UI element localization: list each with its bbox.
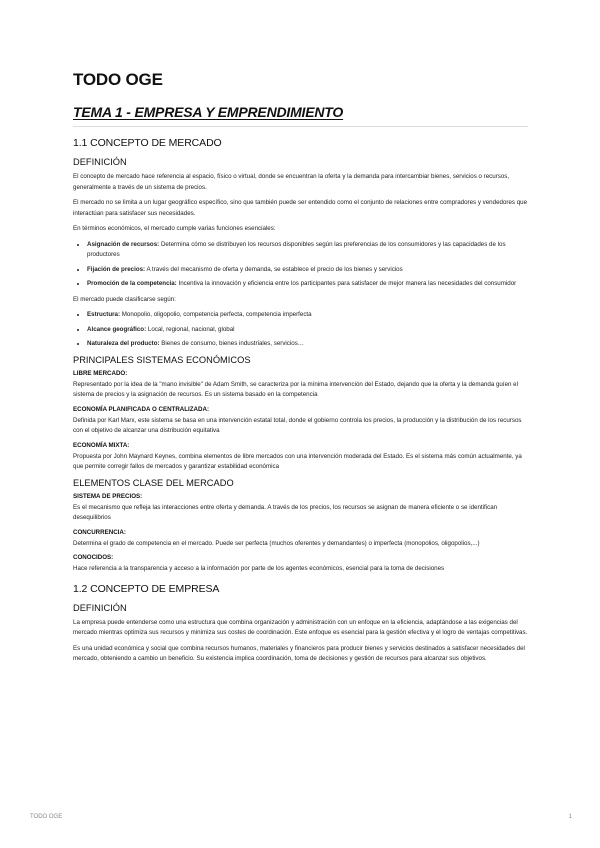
subsection-definicion-empresa: DEFINICIÓN [73, 602, 127, 613]
page-footer [30, 814, 572, 820]
subsection-elementos: ELEMENTOS CLASE DEL MERCADO [73, 477, 234, 488]
paragraph: El mercado puede clasificarse según: [73, 295, 176, 303]
document-title: TODO OGE [73, 70, 163, 89]
funciones-list [73, 240, 528, 290]
page-number: 1 [568, 814, 572, 820]
paragraph: Definida por Karl Marx, este sistema se basa en una intervención estatal total, donde el gobierno controla los precios, la producción y la distribución de los recursos con el objetivo de alcanzar una distribución equitativa [73, 416, 522, 434]
paragraph: En términos económicos, el mercado cumple varias funciones esenciales: [73, 225, 276, 232]
heading-sistema-precios: SISTEMA DE PRECIOS: [73, 492, 143, 500]
subsection-definicion: DEFINICIÓN [73, 157, 127, 167]
list-item: • Asignación de recursos: Determina cómo se distribuyen los recursos disponibles según las preferencias de los consumidores y las capacidades de los productores [87, 240, 528, 261]
heading-mixta: ECONOMÍA MIXTA: [73, 441, 130, 449]
list-item: • Fijación de precios: A través del mecanismo de oferta y demanda, se establece el precio de los bienes y servicios [87, 265, 528, 276]
paragraph: El concepto de mercado hace referencia al espacio, físico o virtual, donde se encuentran la oferta y la demanda para intercambiar bienes, servicios o recursos, generalmente a través de un sistema de precios. [73, 173, 510, 191]
paragraph: Hace referencia a la transparencia y acceso a la información por parte de los agentes económicos, esencial para la toma de decisiones [73, 565, 445, 572]
paragraph: La empresa puede entenderse como una estructura que combina organización y administración con un enfoque en la eficiencia, adaptándose a las exigencias del mercado mientras optimiza sus recursos y minimiza sus costes de coordinación. Este enfoque es esencial para la gestión efectiva y el logro de ventajas competitivas. [73, 618, 528, 636]
paragraph: Determina el grado de competencia en el mercado. Puede ser perfecta (muchos oferentes y demandantes) o imperfecta (monopolios, oligopolios,...) [73, 539, 480, 547]
paragraph: Es el mecanismo que refleja las interacciones entre oferta y demanda. A través de los precios, los recursos se asignan de manera eficiente o se identifican desequilibrios [73, 503, 498, 521]
heading-concurrencia: CONCURRENCIA: [73, 528, 126, 536]
heading-planificada: ECONOMÍA PLANIFICADA O CENTRALIZADA: [73, 405, 210, 413]
paragraph: Representado por la idea de la "mano invisible" de Adam Smith, se caracteriza por la mínima intervención del Estado, dejando que la oferta y la demanda guíen el sistema de precios y la asignación de recursos. Es un sistema basado en la competencia [73, 380, 518, 398]
list-item: • Promoción de la competencia: Incentiva la innovación y eficiencia entre los participantes para satisfacer de mejor manera las necesidades del consumidor [87, 279, 528, 290]
list-item: • Estructura: Monopolio, oligopolio, competencia perfecta, competencia imperfecta [87, 310, 528, 321]
paragraph: El mercado no se limita a un lugar geográfico específico, sino que también puede ser entendido como el conjunto de relaciones entre compradores y vendedores que interactúan para satisfacer sus necesidades. [73, 199, 528, 217]
footer-title: TODO OGE [30, 814, 63, 820]
clasificacion-list [73, 310, 528, 350]
heading-conocidos: CONOCIDOS: [73, 554, 114, 561]
heading-libre-mercado: LIBRE MERCADO: [73, 369, 128, 377]
subsection-sistemas: PRINCIPALES SISTEMAS ECONÓMICOS [73, 354, 251, 365]
list-item: • Naturaleza del producto: Bienes de consumo, bienes industriales, servicios… [87, 339, 528, 350]
document-page [73, 70, 528, 670]
section-title-empresa: 1.2 CONCEPTO DE EMPRESA [73, 582, 220, 595]
section-title-mercado: 1.1 CONCEPTO DE MERCADO [73, 137, 222, 149]
tema-title: TEMA 1 - EMPRESA Y EMPRENDIMIENTO [73, 104, 344, 120]
paragraph: Propuesta por John Maynard Keynes, combina elementos de libre mercados con una intervención moderada del Estado. Es el sistema más común actualmente, ya que permite corregir fallos de mercados y garantizar estabilidad económica [73, 452, 522, 470]
divider [73, 126, 528, 127]
list-item: • Alcance geográfico: Local, regional, nacional, global [87, 325, 528, 336]
paragraph: Es una unidad económica y social que combina recursos humanos, materiales y financieros para producir bienes y servicios destinados a satisfacer necesidades del mercado, obteniendo a cambio un beneficio. Su existencia implica coordinación, toma de decisiones y gestión de recursos para alcanzar sus objetivos. [73, 644, 525, 662]
